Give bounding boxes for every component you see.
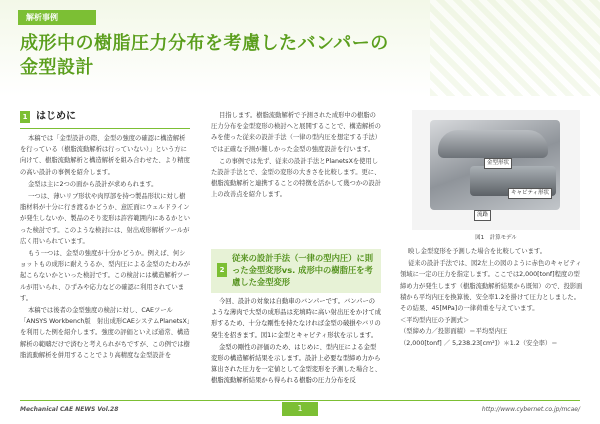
column-3 [400,246,584,349]
paragraph: 本稿では後者の金型強度の検討に対し、CAEツール「ANSYS Workbench版 射出成形CAEシステムPlanetsX」を利用した例を紹介します。強度の評価といえば通常、構造解析の範疇だけで済むと考えられがちですが、この例では樹脂流動解析を併用することでより高精度な金型設計を [20,307,190,359]
column-2 [211,110,381,202]
section-1-number: 1 [20,111,30,123]
figure-caption: 図1 計算モデル [475,235,517,241]
column-1 [20,110,190,362]
footer-url[interactable]: http://www.cybernet.co.jp/mcae/ [481,406,580,413]
footer-divider [20,400,580,401]
paragraph: もう一つは、金型の強度が十分かどうか。例えば、何ショットもの成形に耐えうるか、型内圧による金型のたわみが起こらないかといった検討です。この検討には構造解析ツールが用いられ、ひずみや応力などの確認に利用されています。 [20,250,191,302]
paragraph: この事例では先ず、従来の設計手法とPlanetsXを使用した設計手法とで、金型の変形の大きさを比較します。更に、樹脂流動解析と連携することの特徴を活かして幾つかの設計上の改善点を紹介します。 [211,157,382,199]
section-1-title: はじめに [36,111,76,123]
paragraph: 目指します。樹脂流動解析で予測された成形中の樹脂の圧力分布を金型変形の検討へと展開することで、構造解析のみを使った従来の設計手法（一律の型内圧を想定する手法）では正確な予測が難しかった金型の強度設計を行います。 [211,112,382,153]
paragraph: 本稿では「金型設計の際、金型の強度の確認に構造解析を行っている（樹脂流動解析は行っていない）」という方に向けて、樹脂流動解析と構造解析を組み合わせた、より精度の高い設計の事例を紹介します。 [20,135,190,176]
cavity-shape-label: キャビティ形状 [508,188,552,199]
section-1-heading [20,110,190,124]
paragraph: 従来の設計手法では、図2左上の図のように赤色のキャビティ領域に一定の圧力を指定します。ここでは2,000[tonf]程度の型締め力が発生します（樹脂流動解析結果から既知）ので、投影面積から平均内圧を換算後、安全率1.2を掛けて圧力としました。その結果、45[MPa]の一律荷重を与えています。 [400,260,583,313]
runner-label: 流路 [474,210,491,221]
formula-heading: ＜平均型内圧の予測式＞ [400,317,470,325]
title-line-1: 成形中の樹脂圧力分布を考慮したバンパーの [20,33,389,54]
section-1-divider [20,128,190,129]
section-2-body [211,296,381,388]
formula-line: （型締め力／投影面積）＝平均型内圧 [400,328,508,336]
paragraph: 一つは、薄いリブ形状や肉厚部を持つ製品形状に対し樹脂材料が十分に行き渡るかどうか、意匠面にウェルドラインが発生しないか、製品のそり変形は許容範囲内にあるかといった検討です。このような検討には、射出成形解析ツールが広く用いられています。 [20,193,191,245]
section-2-title: 従来の設計手法（一律の型内圧）に則った金型変形vs. 成形中の樹脂圧を考慮した金型変形 [232,253,374,287]
paragraph: 映し金型変形を予測した場合を比較しています。 [408,248,547,255]
section-tag: 解析事例 [18,10,96,25]
page-number: 1 [282,402,318,416]
bumper-mold-shape [438,130,548,158]
figure-1 [412,110,580,230]
mold-shape-label: 金型形状 [484,158,512,169]
paragraph: 金型の剛性の評価のため、はじめに、型内圧による金型変形の構造解析結果を示します。設計上必要な型締め力から算出された圧力を一定値として金型変形を予測した場合と、樹脂流動解析結果から得られる樹脂の圧力分布を反 [211,343,382,385]
section-2-heading [211,249,381,293]
title-line-2: 金型設計 [20,57,94,78]
formula-line: （2,000[tonf] ／ 5,238.23[cm²]）＊1.2（安全率）＝ [400,339,558,347]
footer-publication: Mechanical CAE NEWS Vol.28 [20,406,119,413]
header-decoration [430,0,600,96]
paragraph: 今回、設計の対象は自動車のバンパーです。バンパーのような薄肉で大型の成形品は充填時に高い射出圧をかけて成形するため、十分な剛性を持たなければ金型の破損やバリの発生を招きます。図1に金型とキャビティ形状を示します。 [211,298,382,339]
section-2-number: 2 [217,263,227,277]
paragraph: 金型は主に2つの面から設計が求められます。 [28,180,158,188]
page-title [20,32,440,80]
